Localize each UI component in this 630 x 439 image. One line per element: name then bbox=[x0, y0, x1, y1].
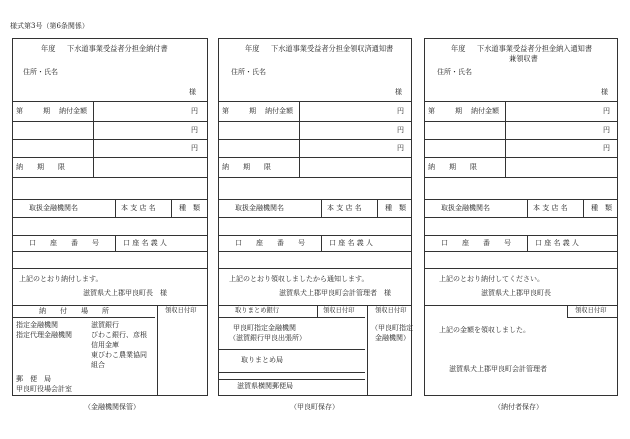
form3-dai: 第 bbox=[428, 107, 435, 115]
form1-receipt-date-label: 領収日付印 bbox=[165, 307, 197, 314]
form1-account-number-label: 口 座 番 号 bbox=[29, 239, 99, 247]
form2-account-number-label: 口 座 番 号 bbox=[235, 239, 305, 247]
form3-account-holder-label: 口 座 名 義 人 bbox=[535, 239, 579, 247]
form2-accountant: 滋賀県犬上郡甲良町会計管理者 様 bbox=[279, 289, 391, 297]
form2-designated-bank-short-1: （甲良町指定 bbox=[371, 324, 413, 332]
form1-account-holder-label: 口 座 名 義 人 bbox=[123, 239, 167, 247]
form3-yen-2: 円 bbox=[603, 126, 610, 134]
form1-title: 下水道事業受益者分担金納付書 bbox=[67, 44, 168, 53]
form1-place-header: 納 付 場 所 bbox=[39, 307, 109, 315]
form3-mayor: 滋賀県犬上郡甲良町長 bbox=[481, 289, 551, 297]
form3-accountant: 滋賀県犬上郡甲良町会計管理者 bbox=[449, 365, 547, 373]
form2-designated-bank-1: 甲良町指定金融機関 bbox=[233, 324, 296, 332]
form2-ki: 期 bbox=[249, 107, 256, 115]
form1-yen-2: 円 bbox=[191, 126, 198, 134]
form2-yen-3: 円 bbox=[397, 144, 404, 152]
form1-sama: 様 bbox=[189, 88, 196, 96]
form1-address-label: 住所・氏名 bbox=[23, 68, 58, 76]
form3-sama: 様 bbox=[601, 88, 608, 96]
form1-nouki: 納 期 限 bbox=[16, 163, 65, 171]
form2-kind-label: 種 類 bbox=[385, 204, 406, 212]
form3-amount-label: 納付金額 bbox=[471, 107, 499, 115]
form1-statement: 上記のとおり納付します。 bbox=[19, 275, 103, 283]
form3-bank-name-label: 取扱金融機関名 bbox=[441, 204, 490, 212]
form2-dai: 第 bbox=[222, 107, 229, 115]
form3-address-label: 住所・氏名 bbox=[437, 68, 472, 76]
form3-footer: （納付者保存） bbox=[494, 403, 543, 411]
form1-designated-bank: 滋賀銀行 bbox=[91, 321, 119, 329]
form2-nouki: 納 期 限 bbox=[222, 163, 271, 171]
form2-account-holder-label: 口 座 名 義 人 bbox=[329, 239, 373, 247]
form1-mayor: 滋賀県犬上郡甲良町長 様 bbox=[83, 289, 167, 297]
form1-dai: 第 bbox=[16, 107, 23, 115]
form3-statement: 上記のとおり納付してください。 bbox=[439, 275, 544, 283]
form2-amount-label: 納付金額 bbox=[265, 107, 293, 115]
form2-title: 下水道事業受益者分担金領収済通知書 bbox=[271, 44, 394, 53]
form2-yen-1: 円 bbox=[397, 107, 404, 115]
form2-collect-office: 取りまとめ局 bbox=[241, 356, 283, 364]
form1-agent-bank-4: 組合 bbox=[91, 361, 105, 369]
form2-designated-bank-short-2: 金融機関） bbox=[375, 334, 410, 342]
form3-received-note: 上記の金額を領収しました。 bbox=[439, 326, 530, 334]
form2-designated-bank-2: （滋賀銀行甲良出張所） bbox=[229, 334, 306, 342]
form1-agent-label: 指定代理金融機関 bbox=[16, 331, 72, 339]
form2-receipt-date-label-1: 領収日付印 bbox=[323, 307, 355, 314]
form1-ki: 期 bbox=[43, 107, 50, 115]
form1-footer: （金融機関保管） bbox=[84, 403, 140, 411]
form1-bank-name-label: 取扱金融機関名 bbox=[29, 204, 78, 212]
form1-town-office: 甲良町役場会計室 bbox=[16, 385, 72, 393]
form3-yen-1: 円 bbox=[603, 107, 610, 115]
form1-agent-bank-2: 信用金庫 bbox=[91, 341, 119, 349]
form1-agent-bank-3: 東びわこ農業協同 bbox=[91, 351, 147, 359]
form1-designated-bank-label: 指定金融機関 bbox=[16, 321, 58, 329]
form3-subtitle: 兼領収書 bbox=[509, 54, 538, 63]
form2-statement: 上記のとおり領収しましたから通知します。 bbox=[229, 275, 369, 283]
form3-yen-3: 円 bbox=[603, 144, 610, 152]
form3-receipt-date-label: 領収日付印 bbox=[575, 307, 607, 314]
form1-agent-bank-1: びわこ銀行、彦根 bbox=[91, 331, 147, 339]
form1-yen-1: 円 bbox=[191, 107, 198, 115]
form1-nendo: 年度 bbox=[41, 44, 56, 53]
payment-slip-form bbox=[12, 38, 208, 396]
form3-ki: 期 bbox=[455, 107, 462, 115]
form2-sama: 様 bbox=[395, 88, 402, 96]
form2-collect-bank-header: 取りまとめ銀行 bbox=[235, 307, 280, 314]
form1-post-office: 郵 便 局 bbox=[16, 375, 51, 383]
form3-nendo: 年度 bbox=[451, 44, 466, 53]
form1-kind-label: 種 類 bbox=[179, 204, 200, 212]
form2-footer: （甲良町保存） bbox=[290, 403, 339, 411]
form3-title: 下水道事業受益者分担金納入通知書 bbox=[477, 44, 593, 53]
form1-branch-label: 本 支 店 名 bbox=[121, 204, 156, 212]
payment-notice-form bbox=[424, 38, 618, 396]
form2-nendo: 年度 bbox=[245, 44, 260, 53]
form1-amount-label: 納付金額 bbox=[59, 107, 87, 115]
form3-kind-label: 種 類 bbox=[591, 204, 612, 212]
form2-bank-name-label: 取扱金融機関名 bbox=[235, 204, 284, 212]
form-number: 様式第3号（第6条関係） bbox=[10, 22, 89, 30]
form1-yen-3: 円 bbox=[191, 144, 198, 152]
form3-branch-label: 本 支 店 名 bbox=[533, 204, 568, 212]
receipt-notice-form bbox=[218, 38, 412, 396]
form2-receipt-date-label-2: 領収日付印 bbox=[375, 307, 407, 314]
form2-branch-label: 本 支 店 名 bbox=[327, 204, 362, 212]
form2-postal-bureau: 滋賀県横関郵便局 bbox=[237, 382, 293, 390]
form2-yen-2: 円 bbox=[397, 126, 404, 134]
form2-address-label: 住所・氏名 bbox=[231, 68, 266, 76]
form3-nouki: 納 期 限 bbox=[428, 163, 477, 171]
form3-account-number-label: 口 座 番 号 bbox=[441, 239, 511, 247]
